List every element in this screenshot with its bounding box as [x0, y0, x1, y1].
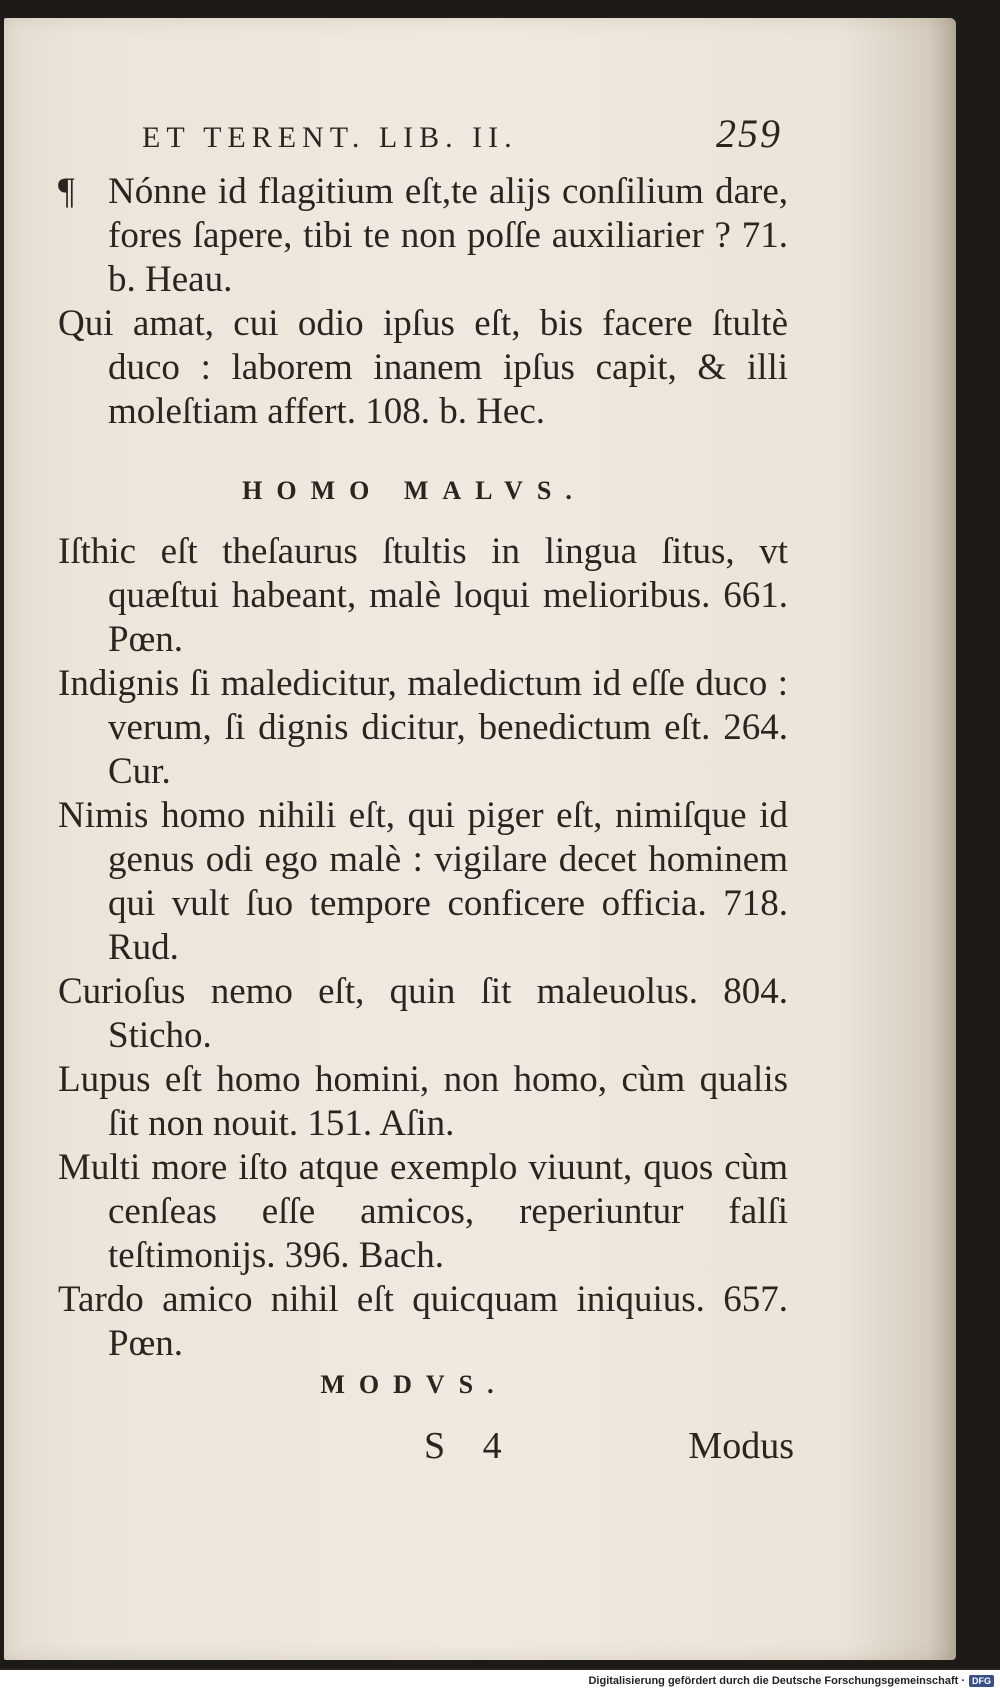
- entry: Multi more iſto atque exemplo viuunt, quos cùm cenſeas eſſe amicos, reperiuntur falſi teſtimonijs. 396. Bach.: [58, 1147, 788, 1276]
- section-heading: MODVS.: [320, 1370, 508, 1399]
- text-block-1: [58, 170, 788, 434]
- entry: Qui amat, cui odio ipſus eſt, bis facere ſtultè duco : laborem inanem ipſus capit, & illi moleſtiam affert. 108. b. Hec.: [58, 303, 788, 432]
- dfg-logo: DFG: [969, 1675, 994, 1687]
- entry: Indignis ſi maledicitur, maledictum id eſſe duco : verum, ſi dignis dicitur, benedictum eſt. 264. Cur.: [58, 663, 788, 792]
- running-header: [142, 110, 782, 157]
- pilcrow-mark: ¶: [58, 171, 75, 212]
- catchword: Modus: [688, 1425, 794, 1467]
- section-heading: HOMO MALVS.: [242, 476, 586, 505]
- entry: Tardo amico nihil eſt quicquam iniquius. 657. Pœn.: [58, 1279, 788, 1364]
- entry: Lupus eſt homo homini, non homo, cùm qualis ſit non nouit. 151. Aſin.: [58, 1059, 788, 1144]
- funding-credit: [0, 1670, 1000, 1691]
- entry-text: Nónne id flagitium eſt,te alijs conſilium dare, fores ſapere, tibi te non poſſe auxiliarier ? 71. b. Heau.: [108, 171, 788, 300]
- entry: Curioſus nemo eſt, quin ſit maleuolus. 804. Sticho.: [58, 971, 788, 1056]
- credit-text: Digitalisierung gefördert durch die Deutsche Forschungsgemeinschaft ·: [588, 1674, 965, 1687]
- page-footer: [424, 1424, 794, 1468]
- book-page: [4, 18, 956, 1660]
- running-title: ET TERENT. LIB. II.: [142, 121, 518, 154]
- text-block-2: [58, 530, 788, 1366]
- entry: Iſthic eſt theſaurus ſtultis in lingua ſitus, vt quæſtui habeant, malè loqui melioribus. 661. Pœn.: [58, 531, 788, 660]
- signature-mark: S 4: [424, 1425, 516, 1467]
- entry: Nimis homo nihili eſt, qui piger eſt, nimiſque id genus odi ego malè : vigilare decet hominem qui vult ſuo tempore conficere officia. 718. Rud.: [58, 795, 788, 968]
- entry: [58, 170, 788, 302]
- page-number: 259: [716, 111, 782, 156]
